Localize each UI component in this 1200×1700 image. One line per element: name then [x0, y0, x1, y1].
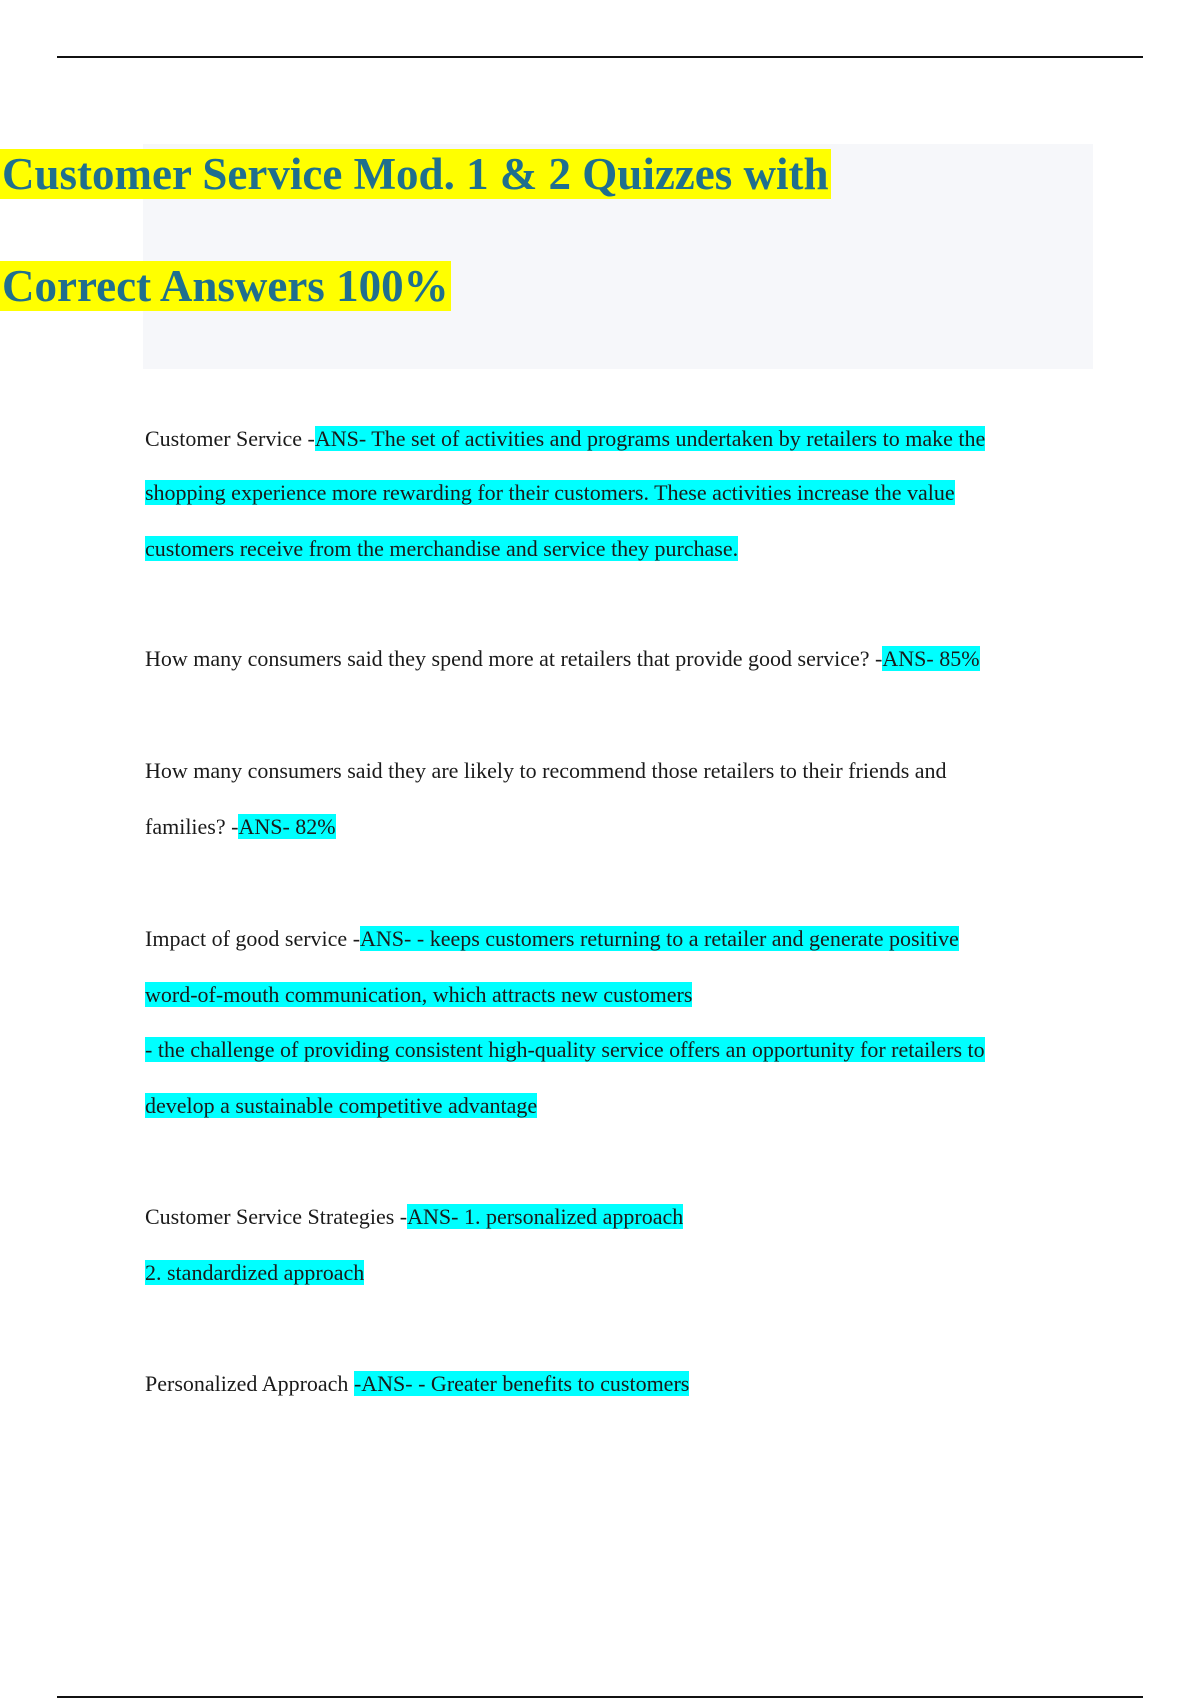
question-term: Personalized Approach [145, 1371, 354, 1396]
document-title-line-2: Correct Answers 100% [2, 261, 449, 311]
qa-entry-recommend [145, 756, 947, 786]
answer-text: - the challenge of providing consistent high-quality service offers an opportunity for retailers to [145, 1037, 985, 1062]
answer-text: shopping experience more rewarding for their customers. These activities increase the value [145, 480, 955, 505]
answer-text: develop a sustainable competitive advantage [145, 1093, 538, 1118]
qa-entry-personalized-approach [145, 1369, 689, 1399]
answer-continuation [145, 478, 955, 508]
question-term: How many consumers said they spend more at retailers that provide good service? - [145, 646, 883, 671]
question-term: Customer Service - [145, 426, 315, 451]
answer-continuation [145, 534, 738, 564]
answer-text: -ANS- - Greater benefits to customers [353, 1371, 690, 1396]
document-title-line-1: Customer Service Mod. 1 & 2 Quizzes with [2, 149, 829, 199]
question-term: Impact of good service - [145, 926, 361, 951]
answer-text: ANS- 85% [882, 646, 980, 671]
top-rule [57, 56, 1143, 58]
answer-continuation [145, 1091, 537, 1121]
answer-text: customers receive from the merchandise and service they purchase. [145, 536, 739, 561]
question-term: How many consumers said they are likely to recommend those retailers to their friends and [145, 758, 947, 783]
question-term: families? - [145, 814, 239, 839]
answer-text: ANS- 1. personalized approach [407, 1204, 684, 1229]
qa-entry-impact-good-service [145, 924, 959, 954]
qa-entry-strategies [145, 1202, 683, 1232]
question-term: Customer Service Strategies - [145, 1204, 408, 1229]
answer-continuation [145, 980, 692, 1010]
answer-text: ANS- - keeps customers returning to a retailer and generate positive [360, 926, 959, 951]
question-continuation [145, 812, 336, 842]
bottom-rule [57, 1696, 1143, 1698]
answer-text: ANS- 82% [238, 814, 336, 839]
qa-entry-spend-more [145, 644, 980, 674]
answer-text: ANS- The set of activities and programs undertaken by retailers to make the [314, 426, 986, 451]
answer-continuation [145, 1035, 985, 1065]
answer-text: 2. standardized approach [145, 1260, 365, 1285]
answer-text: word-of-mouth communication, which attracts new customers [145, 982, 693, 1007]
answer-continuation [145, 1258, 364, 1288]
qa-entry-customer-service [145, 424, 985, 454]
